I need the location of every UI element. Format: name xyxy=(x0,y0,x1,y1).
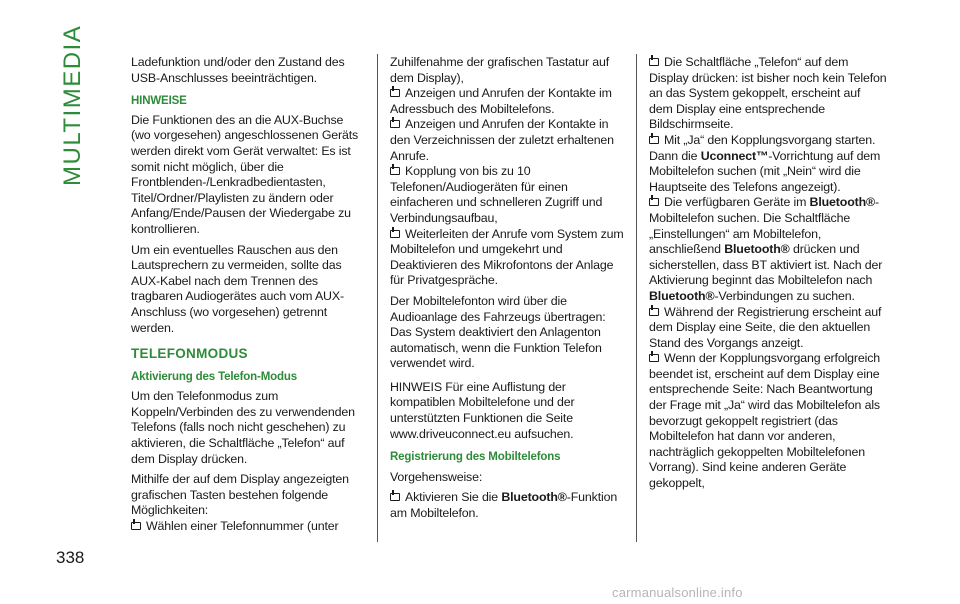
bullet-text: Kopplung von bis zu 10 Telefonen/Audiogeräten für einen einfacheren und schnelleren Zugriff und Verbindungsaufbau, xyxy=(390,164,603,225)
note-heading: HINWEISE xyxy=(131,95,187,108)
bullet-item xyxy=(390,117,624,164)
bluetooth-term: Bluetooth® xyxy=(724,242,790,257)
bullet-text: -Verbindungen zu suchen. xyxy=(714,288,855,303)
uconnect-term: Uconnect™ xyxy=(700,148,769,163)
bullet-text: Die verfügbaren Geräte im xyxy=(664,195,810,210)
bullet-icon xyxy=(390,493,400,501)
paragraph: Der Mobiltelefonton wird über die Audioanlage des Fahrzeugs übertragen: Das System deaktiviert den Anlagenton automatisch, wenn die Funktion Telefon verwendet wird. xyxy=(390,293,606,371)
bullet-text: drücken und sicherstellen, dass BT aktiviert ist. Nach der Aktivierung beginnt das Mobiltelefon nach xyxy=(649,242,883,288)
sub-heading: Registrierung des Mobiltelefons xyxy=(390,451,561,464)
bullet-item xyxy=(649,195,887,304)
text-column-3 xyxy=(649,55,887,492)
page-number: 338 xyxy=(56,548,85,567)
paragraph: Mithilfe der auf dem Display angezeigten grafischen Tasten bestehen folgende Möglichkeiten: xyxy=(131,472,349,518)
bullet-text: -Vorrichtung auf dem Mobiltelefon suchen (mit „Nein“ wird die Hauptseite des Telefons angezeigt). xyxy=(649,148,881,194)
bullet-text: Wenn der Kopplungsvorgang erfolgreich beendet ist, erscheint auf dem Display eine entsprechende Seite: Nach Beantwortung der Frage mit „Ja“ wird das Mobiltelefon als bevorzugt gekoppelt registriert (das Mobiltelefon hat dann vor anderen, nachträglich gekoppelten Mobiltelefonen Vorrang). Sind keine anderen Geräte gekoppelt, xyxy=(649,351,881,491)
bullet-text: Die Schaltfläche „Telefon“ auf dem Display drücken: ist bisher noch kein Telefon an das System gekoppelt, erscheint auf dem Display eine entsprechende Bildschirmseite. xyxy=(649,55,887,132)
bluetooth-term: Bluetooth® xyxy=(501,490,567,505)
bullet-text: Anzeigen und Anrufen der Kontakte in den Verzeichnissen der zuletzt erhaltenen Anrufe. xyxy=(390,117,614,163)
paragraph: Um den Telefonmodus zum Koppeln/Verbinden des zu verwendenden Telefons (falls noch nicht geschehen) zu aktivieren, die Schaltfläche „Telefon“ auf dem Display drücken. xyxy=(131,389,355,466)
bullet-item xyxy=(131,519,363,535)
bullet-continuation: Zuhilfenahme der grafischen Tastatur auf dem Display), xyxy=(390,55,609,85)
bullet-icon xyxy=(649,58,659,66)
bullet-text: Wählen einer Telefonnummer (unter xyxy=(146,519,339,534)
bullet-icon xyxy=(649,136,659,144)
bullet-icon xyxy=(649,198,659,206)
bullet-text: Während der Registrierung erscheint auf dem Display eine Seite, die den aktuellen Stand des Vorgangs anzeigt. xyxy=(649,304,882,350)
sub-heading: Aktivierung des Telefon-Modus xyxy=(131,370,298,383)
bullet-text: -Funktion am Mobiltelefon. xyxy=(390,490,618,521)
bullet-icon xyxy=(649,308,659,316)
bullet-text: Weiterleiten der Anrufe vom System zum Mobiltelefon und umgekehrt und Deaktivieren des Mikrofontons der Anlage für Privatgespräche. xyxy=(390,226,624,288)
bullet-text: Aktivieren Sie die xyxy=(405,490,502,505)
bullet-text: Mit „Ja“ den Kopplungsvorgang starten. Dann die xyxy=(649,132,876,163)
note-paragraph: Um ein eventuelles Rauschen aus den Lautsprechern zu vermeiden, sollte das AUX-Kabel nach dem Trennen des tragbaren Audiogerätes auch vom AUX-Anschluss (wo vorgesehen) getrennt werden. xyxy=(131,242,344,335)
bullet-icon xyxy=(390,120,400,128)
bullet-icon xyxy=(390,230,400,238)
bullet-item xyxy=(649,351,887,491)
paragraph: HINWEIS Für eine Auflistung der kompatiblen Mobiltelefone und der unterstützten Funktionen die Seite www.driveuconnect.eu aufsuchen. xyxy=(390,379,575,441)
column-divider xyxy=(636,54,637,542)
bullet-item xyxy=(649,305,887,352)
bullet-text: Anzeigen und Anrufen der Kontakte im Adressbuch des Mobiltelefons. xyxy=(390,86,612,116)
section-heading: TELEFONMODUS xyxy=(131,346,248,362)
text-column-2 xyxy=(390,55,624,522)
watermark: carmanualsonline.info xyxy=(612,585,743,600)
column-divider xyxy=(377,54,378,542)
bullet-icon xyxy=(390,167,400,175)
bluetooth-term: Bluetooth® xyxy=(809,195,875,210)
paragraph: Ladefunktion und/oder den Zustand des USB-Anschlusses beeinträchtigen. xyxy=(131,55,345,85)
text-column-1 xyxy=(131,55,363,535)
bullet-item xyxy=(390,86,624,117)
bullet-item xyxy=(390,164,624,226)
bullet-item xyxy=(649,55,887,133)
note-paragraph: Die Funktionen des an die AUX-Buchse (wo vorgesehen) angeschlossenen Geräts werden direkt vom Gerät verwaltet: Es ist somit nicht möglich, über die Frontblenden-/Lenkradbedientasten, Titel/Ordner/Playlisten zu ändern oder Anfang/Ende/Pausen der Wiedergabe zu kontrollieren. xyxy=(131,112,359,236)
bullet-text: -Mobiltelefon suchen. Die Schaltfläche „Einstellungen“ am Mobiltelefon, anschließend xyxy=(649,195,879,257)
bullet-item xyxy=(390,490,624,521)
section-side-title: MULTIMEDIA xyxy=(59,24,86,186)
bullet-item xyxy=(390,227,624,289)
bluetooth-term: Bluetooth® xyxy=(649,288,715,303)
bullet-item xyxy=(649,133,887,195)
bullet-icon xyxy=(390,89,400,97)
paragraph: Vorgehensweise: xyxy=(390,469,483,484)
bullet-icon xyxy=(649,354,659,362)
bullet-icon xyxy=(131,522,141,530)
